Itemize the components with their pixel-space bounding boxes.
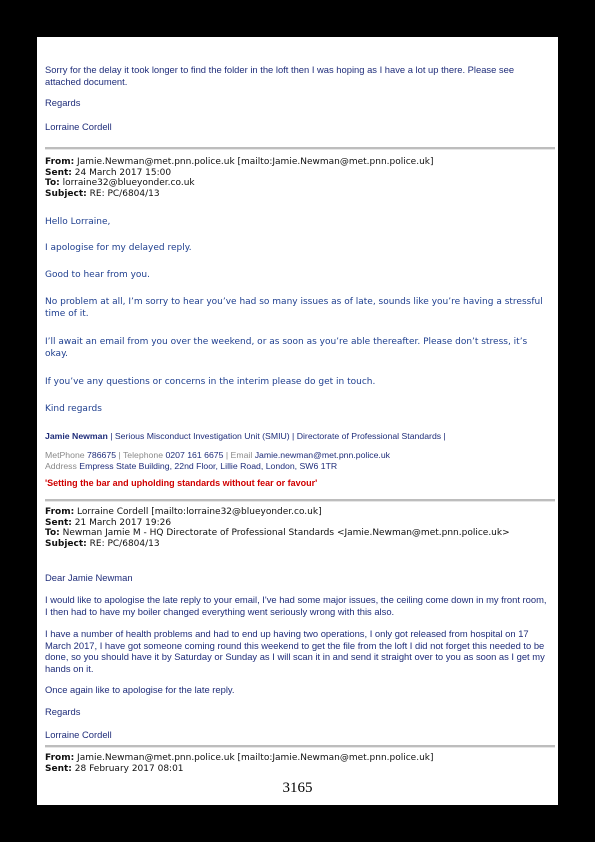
sent-label: Sent: [45, 763, 72, 774]
sender-name: Lorraine Cordell [45, 121, 112, 132]
signature-name: Jamie Newman [45, 431, 108, 441]
paragraph: If you’ve any questions or concerns in the interim please do get in touch. [45, 377, 376, 387]
message-body: Sorry for the delay it took longer to find the folder in the loft then I was hoping as I have a lot up there. Please see attached document. [45, 64, 515, 87]
to-line [45, 178, 548, 189]
separator [45, 147, 555, 150]
separator [45, 499, 555, 502]
signature-unit: | Serious Misconduct Investigation Unit (SMIU) | Directorate of Professional Standards | [107, 431, 446, 441]
email-label: | Email [223, 450, 255, 460]
email-header [45, 157, 548, 199]
from-line [45, 157, 548, 168]
greeting: Hello Lorraine, [45, 217, 111, 227]
from-label: From: [45, 157, 75, 167]
to-value: Newman Jamie M - HQ Directorate of Professional Standards <Jamie.Newman@met.pnn.police.uk> [62, 528, 510, 539]
sent-value: 21 March 2017 19:26 [74, 517, 172, 528]
metphone-value: 786675 [87, 450, 117, 460]
sent-value: 28 February 2017 08:01 [74, 763, 184, 774]
to-value: lorraine32@blueyonder.co.uk [62, 178, 195, 189]
telephone-label: | Telephone [116, 450, 166, 460]
sent-label: Sent: [45, 517, 72, 528]
closing: Kind regards [45, 404, 102, 414]
paragraph: I’ll await an email from you over the weekend, or as soon as you’re able thereafter. Please don’t stress, it’s okay. [45, 337, 528, 359]
from-value: Jamie.Newman@met.pnn.police.uk [mailto:Jamie.Newman@met.pnn.police.uk] [77, 753, 434, 763]
paragraph: Once again like to apologise for the late reply. [45, 684, 235, 695]
sent-line [45, 764, 548, 775]
metphone-label: MetPhone [45, 450, 88, 460]
email-header [45, 507, 548, 549]
regards-text: Regards [45, 706, 81, 717]
greeting: Dear Jamie Newman [45, 572, 133, 583]
paragraph: I would like to apologise the late reply to your email, I've had some major issues, the ceiling come down in my front room, I then had to have my boiler changed everything went seriously wrong with this also. [45, 594, 547, 617]
address-line [45, 461, 548, 472]
subject-value: RE: PC/6804/13 [89, 538, 160, 549]
subject-line [45, 189, 548, 200]
subject-value: RE: PC/6804/13 [89, 188, 160, 199]
address-value: Empress State Building, 22nd Floor, Lillie Road, London, SW6 1TR [79, 461, 338, 471]
separator [45, 745, 555, 748]
from-label: From: [45, 507, 75, 517]
sent-value: 24 March 2017 15:00 [74, 167, 172, 178]
from-line [45, 753, 548, 764]
regards-text: Regards [45, 97, 81, 108]
email-header [45, 753, 548, 774]
sender-name: Lorraine Cordell [45, 729, 112, 740]
telephone-value: 0207 161 6675 [165, 450, 224, 460]
subject-label: Subject: [45, 538, 87, 549]
paragraph: I have a number of health problems and had to end up having two operations, I only got released from hospital on 17 March 2017, I have got someone coming round this weekend to get the file from the loft I did not forget this needed to be done, so you should have it by Saturday or Sunday as I will scan it in and send it straight over to you as soon as I get my hands on it. [45, 628, 545, 674]
paragraph: No problem at all, I’m sorry to hear you’ve had so many issues as of late, sounds like you’re having a stressful time of it. [45, 297, 543, 319]
sent-line [45, 168, 548, 179]
from-value: Lorraine Cordell [mailto:lorraine32@blueyonder.co.uk] [77, 507, 322, 517]
sent-label: Sent: [45, 167, 72, 178]
from-line [45, 507, 548, 518]
paragraph: Good to hear from you. [45, 270, 150, 280]
from-label: From: [45, 753, 75, 763]
to-label: To: [45, 178, 60, 189]
to-label: To: [45, 528, 60, 539]
document-page [37, 37, 558, 805]
address-label: Address [45, 461, 80, 471]
to-line [45, 528, 548, 539]
signature-line [45, 431, 548, 442]
subject-label: Subject: [45, 188, 87, 199]
from-value: Jamie.Newman@met.pnn.police.uk [mailto:Jamie.Newman@met.pnn.police.uk] [77, 157, 434, 167]
email-link[interactable]: Jamie.newman@met.pnn.police.uk [254, 450, 391, 460]
page-number: 3165 [282, 780, 313, 796]
motto: 'Setting the bar and upholding standards without fear or favour' [45, 478, 318, 488]
subject-line [45, 539, 548, 550]
sent-line [45, 518, 548, 529]
contact-line [45, 450, 548, 461]
paragraph: I apologise for my delayed reply. [45, 243, 192, 253]
